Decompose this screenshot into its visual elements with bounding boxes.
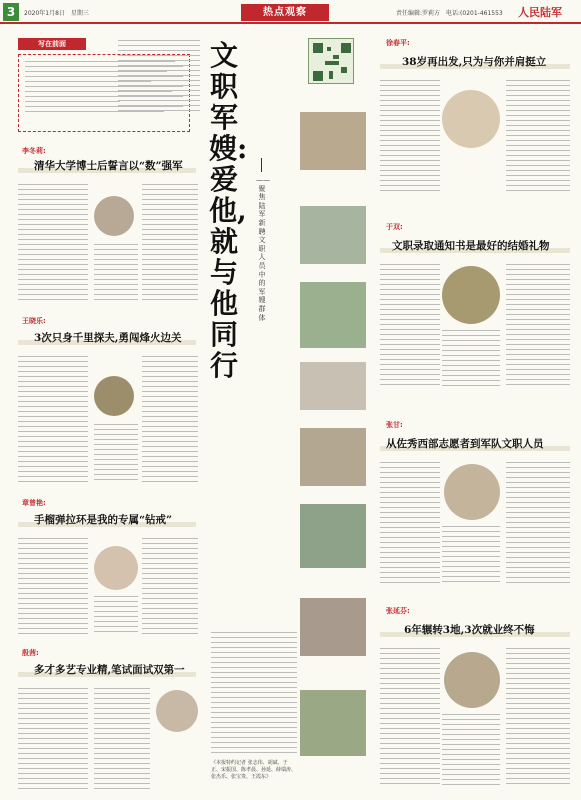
story-person-name: 于双: xyxy=(386,223,403,231)
story-body xyxy=(18,356,88,488)
story-person-name: 徐春平: xyxy=(386,39,410,47)
story-body xyxy=(506,462,570,590)
story-body xyxy=(142,356,198,488)
section-title: 热点观察 xyxy=(241,4,329,21)
story-person-name: 章曾艳: xyxy=(22,499,46,507)
middle-column-text xyxy=(142,40,200,132)
portrait-photo xyxy=(442,90,500,148)
story-body xyxy=(18,688,88,792)
story-body xyxy=(506,264,570,392)
story-body xyxy=(18,184,88,306)
photo xyxy=(300,428,366,486)
story-body xyxy=(94,424,138,488)
story-headline: 清华大学博士后誓言以“数”强军 xyxy=(34,160,183,172)
photo xyxy=(300,690,366,756)
story-body xyxy=(380,80,440,198)
photo xyxy=(300,282,366,348)
story-headline: 38岁再出发,只为与你并肩挺立 xyxy=(402,56,547,68)
story-body xyxy=(380,264,440,392)
qr-code-icon xyxy=(308,38,354,84)
story-body xyxy=(380,648,440,792)
portrait-photo xyxy=(94,376,134,416)
middle-column-text xyxy=(211,632,297,756)
portrait-photo xyxy=(444,652,500,708)
story-headline: 多才多艺专业精,笔试面试双第一 xyxy=(34,664,185,676)
story-person-name: 李冬莉: xyxy=(22,147,46,155)
story-headline: 3次只身千里探夫,勇闯烽火边关 xyxy=(34,332,182,344)
story-body xyxy=(94,688,150,792)
story-body xyxy=(442,526,500,590)
intro-tag: 写在前面 xyxy=(18,38,86,50)
portrait-photo xyxy=(156,690,198,732)
page-number: 3 xyxy=(3,3,19,21)
story-body xyxy=(18,538,88,638)
story-headline: 从佐秀西部志愿者到军队文职人员 xyxy=(386,438,544,450)
story-body xyxy=(506,648,570,792)
photo xyxy=(300,598,366,656)
story-person-name: 张甘: xyxy=(386,421,403,429)
story-body xyxy=(94,596,138,638)
story-body xyxy=(94,244,138,306)
story-headline: 手榴弹拉环是我的专属“钻戒” xyxy=(34,514,173,526)
page-header xyxy=(0,0,581,24)
story-body xyxy=(142,184,198,306)
story-body xyxy=(142,538,198,638)
photo xyxy=(300,362,366,410)
story-body xyxy=(380,462,440,590)
newspaper-logo: 人民陆军 xyxy=(518,6,562,19)
portrait-photo xyxy=(94,546,138,590)
photo xyxy=(300,504,366,568)
story-body xyxy=(506,80,570,198)
photo xyxy=(300,112,366,170)
issue-date: 2020年1月8日 星期三 xyxy=(24,10,89,17)
story-person-name: 王晓乐: xyxy=(22,317,46,325)
story-headline: 文职录取通知书是最好的结婚礼物 xyxy=(392,240,550,252)
feature-title: 文职军嫂:爱他,就与他同行 xyxy=(209,39,248,382)
portrait-photo xyxy=(94,196,134,236)
story-body xyxy=(442,714,500,792)
story-person-name: 殷茜: xyxy=(22,649,39,657)
story-headline: 6年辗转3地,3次就业终不悔 xyxy=(404,624,535,636)
editor-info: 责任编辑:罗莉方 电话:(0201-461553 xyxy=(396,10,503,17)
story-person-name: 张延芬: xyxy=(386,607,410,615)
feature-subtitle: ——聚焦陆军新聘文职人员中的军嫂群体 xyxy=(256,176,270,322)
portrait-photo xyxy=(444,464,500,520)
credits-line: 《本报特约记者 张志伟、胡斌、于正、宋振国、陈孝晨、孙延、薛瑞涛、张杰乐、张宝贵、王霞东》 xyxy=(211,760,297,780)
story-body xyxy=(442,330,500,392)
portrait-photo xyxy=(442,266,500,324)
photo xyxy=(300,206,366,264)
